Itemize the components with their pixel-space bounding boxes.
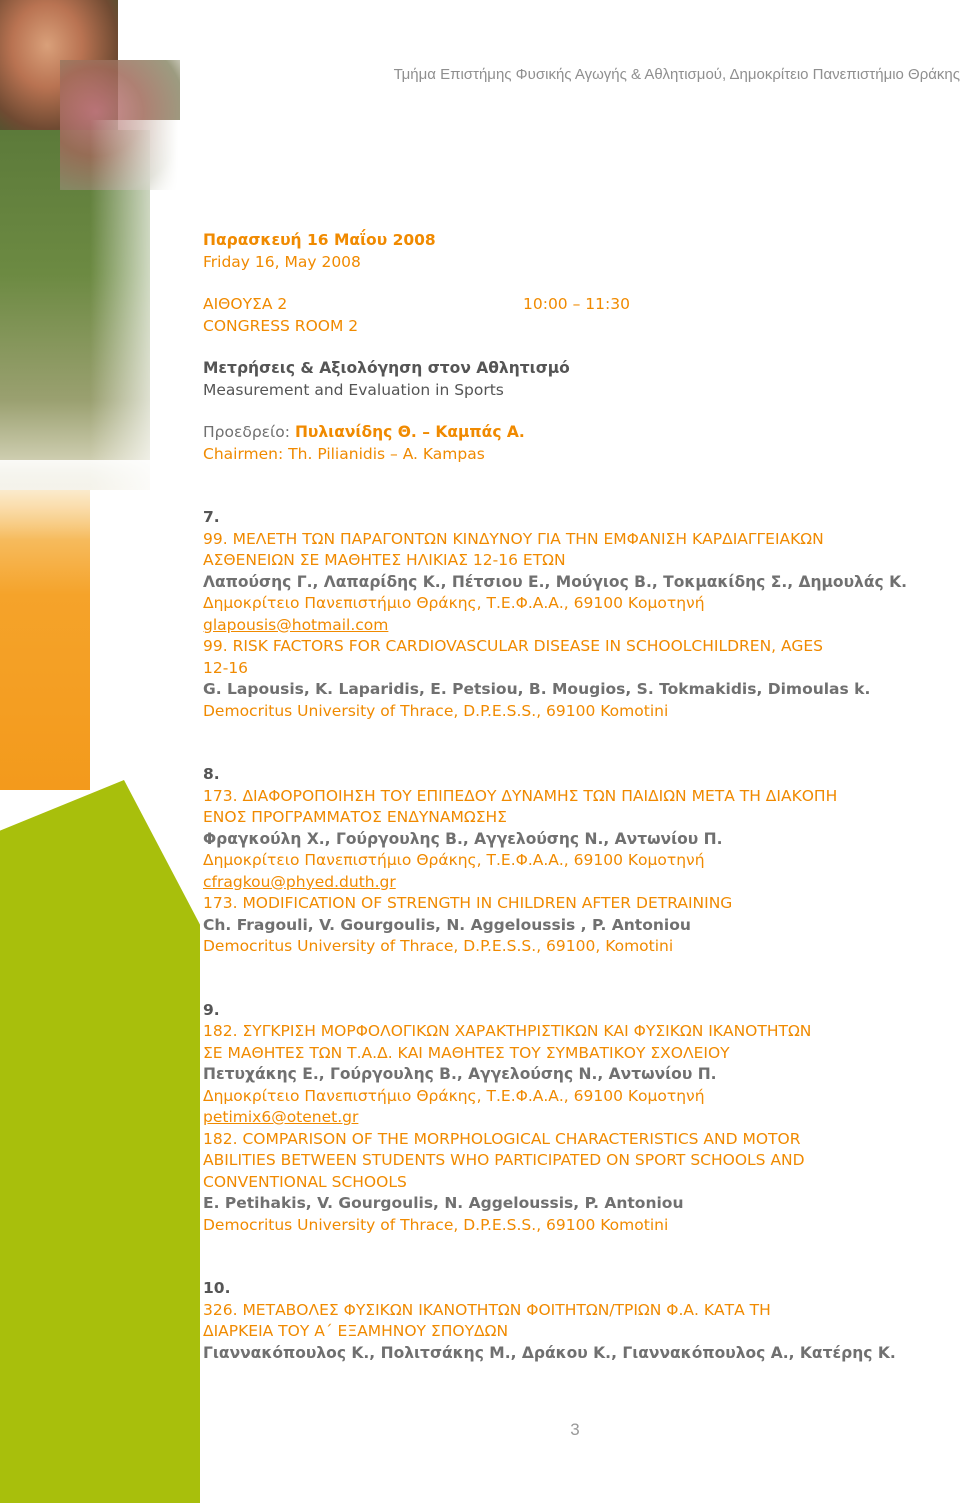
email-link[interactable]: glapousis@hotmail.com bbox=[203, 615, 389, 634]
authors-greek: Φραγκούλη Χ., Γούργουλης Β., Αγγελούσης Ν., Αντωνίου Π. bbox=[203, 829, 723, 848]
title-greek-cont: ΣΕ ΜΑΘΗΤΕΣ ΤΩΝ Τ.Α.Δ. ΚΑΙ ΜΑΘΗΤΕΣ ΤΟΥ ΣΥΜΒΑΤΙΚΟΥ ΣΧΟΛΕΙΟΥ bbox=[203, 1043, 730, 1062]
title-english-cont: CONVENTIONAL SCHOOLS bbox=[203, 1172, 407, 1191]
green-band bbox=[0, 780, 200, 1503]
photo-fade bbox=[90, 120, 200, 500]
presentation-number: 8. bbox=[203, 765, 220, 783]
authors-greek: Πετυχάκης Ε., Γούργουλης Β., Αγγελούσης Ν., Αντωνίου Π. bbox=[203, 1065, 717, 1083]
authors-english: E. Petihakis, V. Gourgoulis, N. Aggeloussis, P. Antoniou bbox=[203, 1194, 684, 1212]
header-text: Τμήμα Επιστήμης Φυσικής Αγωγής & Αθλητισμού, Δημοκρίτειο Πανεπιστήμιο Θράκης bbox=[393, 66, 960, 83]
presentation-number: 9. bbox=[203, 1000, 220, 1019]
room-english: CONGRESS ROOM 2 bbox=[203, 316, 359, 335]
email-link[interactable]: petimix6@otenet.gr bbox=[203, 1108, 359, 1126]
title-english: 99. RISK FACTORS FOR CARDIOVASCULAR DISEASE IN SCHOOLCHILDREN, AGES bbox=[203, 637, 824, 655]
chairs-english-label: Chairmen: bbox=[203, 444, 289, 463]
affiliation-greek: Δημοκρίτειο Πανεπιστήμιο Θράκης, Τ.Ε.Φ.Α.Α., 69100 Κομοτηνή bbox=[203, 594, 705, 612]
title-english-cont: ABILITIES BETWEEN STUDENTS WHO PARTICIPATED ON SPORT SCHOOLS AND bbox=[203, 1151, 805, 1169]
presentation-number: 7. bbox=[203, 508, 220, 526]
title-greek-cont: ΔΙΑΡΚΕΙΑ ΤΟΥ Α΄ ΕΞΑΜΗΝΟΥ ΣΠΟΥΔΩΝ bbox=[203, 1322, 509, 1340]
session-time: 10:00 – 11:30 bbox=[523, 295, 630, 313]
affiliation-greek: Δημοκρίτειο Πανεπιστήμιο Θράκης, Τ.Ε.Φ.Α.Α., 69100 Κομοτηνή bbox=[203, 851, 705, 869]
document-body bbox=[203, 230, 948, 1364]
chairs-greek-label: Προεδρείο: bbox=[203, 423, 295, 441]
chairs-greek bbox=[203, 422, 948, 444]
title-greek: 182. ΣΥΓΚΡΙΣΗ ΜΟΡΦΟΛΟΓΙΚΩΝ ΧΑΡΑΚΤΗΡΙΣΤΙΚΩΝ ΚΑΙ ΦΥΣΙΚΩΝ ΙΚΑΝΟΤΗΤΩΝ bbox=[203, 1022, 812, 1040]
chairs-english-names: Th. Pilianidis – A. Kampas bbox=[288, 444, 485, 463]
affiliation-english: Democritus University of Thrace, D.P.E.S.S., 69100, Komotini bbox=[203, 937, 674, 955]
affiliation-english: Democritus University of Thrace, D.P.E.S.S., 69100 Komotini bbox=[203, 1215, 669, 1234]
affiliation-english: Democritus University of Thrace, D.P.E.S.S., 69100 Komotini bbox=[203, 701, 669, 720]
authors-english: Ch. Fragouli, V. Gourgoulis, N. Aggeloussis , P. Antoniou bbox=[203, 915, 691, 934]
date-greek: Παρασκευή 16 Μαΐου 2008 bbox=[203, 231, 436, 249]
date-english: Friday 16, May 2008 bbox=[203, 252, 361, 271]
title-english: 182. COMPARISON OF THE MORPHOLOGICAL CHARACTERISTICS AND MOTOR bbox=[203, 1129, 801, 1148]
title-greek: 99. ΜΕΛΕΤΗ ΤΩΝ ΠΑΡΑΓΟΝΤΩΝ ΚΙΝΔΥΝΟΥ ΓΙΑ ΤΗΝ ΕΜΦΑΝΙΣΗ ΚΑΡΔΙΑΓΓΕΙΑΚΩΝ bbox=[203, 529, 824, 548]
title-english-cont: 12-16 bbox=[203, 658, 249, 677]
page-number: 3 bbox=[570, 1420, 580, 1439]
email-link[interactable]: cfragkou@phyed.duth.gr bbox=[203, 872, 396, 891]
orange-band-fade bbox=[0, 460, 150, 540]
title-greek: 173. ΔΙΑΦΟΡΟΠΟΙΗΣΗ ΤΟΥ ΕΠΙΠΕΔΟΥ ΔΥΝΑΜΗΣ ΤΩΝ ΠΑΙΔΙΩΝ ΜΕΤΑ ΤΗ ΔΙΑΚΟΠΗ bbox=[203, 786, 838, 805]
session-title-english: Measurement and Evaluation in Sports bbox=[203, 380, 504, 399]
authors-greek: Γιαννακόπουλος Κ., Πολιτσάκης Μ., Δράκου Κ., Γιαννακόπουλος Α., Κατέρης Κ. bbox=[203, 1343, 896, 1362]
presentation-number: 10. bbox=[203, 1279, 231, 1297]
session-title-greek: Μετρήσεις & Αξιολόγηση στον Αθλητισμό bbox=[203, 359, 570, 377]
title-greek: 326. ΜΕΤΑΒΟΛΕΣ ΦΥΣΙΚΩΝ ΙΚΑΝΟΤΗΤΩΝ ΦΟΙΤΗΤΩΝ/ΤΡΙΩΝ Φ.Α. ΚΑΤΑ ΤΗ bbox=[203, 1300, 771, 1319]
room-greek: ΑΙΘΟΥΣΑ 2 bbox=[203, 295, 288, 313]
title-greek-cont: ΕΝΟΣ ΠΡΟΓΡΑΜΜΑΤΟΣ ΕΝΔΥΝΑΜΩΣΗΣ bbox=[203, 808, 507, 826]
title-english: 173. MODIFICATION OF STRENGTH IN CHILDREN AFTER DETRAINING bbox=[203, 894, 733, 912]
authors-english: G. Lapousis, K. Laparidis, E. Petsiou, B. Mougios, S. Tokmakidis, Dimoulas k. bbox=[203, 680, 871, 698]
affiliation-greek: Δημοκρίτειο Πανεπιστήμιο Θράκης, Τ.Ε.Φ.Α.Α., 69100 Κομοτηνή bbox=[203, 1086, 705, 1105]
title-greek-cont: ΑΣΘΕΝΕΙΩΝ ΣΕ ΜΑΘΗΤΕΣ ΗΛΙΚΙΑΣ 12-16 ΕΤΩΝ bbox=[203, 551, 566, 569]
chairs-greek-names: Πυλιανίδης Θ. – Καμπάς Α. bbox=[294, 423, 525, 441]
decorative-sidebar-image bbox=[0, 0, 200, 1503]
page-number-wrap bbox=[0, 1420, 960, 1440]
authors-greek: Λαπούσης Γ., Λαπαρίδης Κ., Πέτσιου Ε., Μούγιος Β., Τοκμακίδης Σ., Δημουλάς Κ. bbox=[203, 572, 907, 591]
chairs-english bbox=[203, 444, 948, 466]
